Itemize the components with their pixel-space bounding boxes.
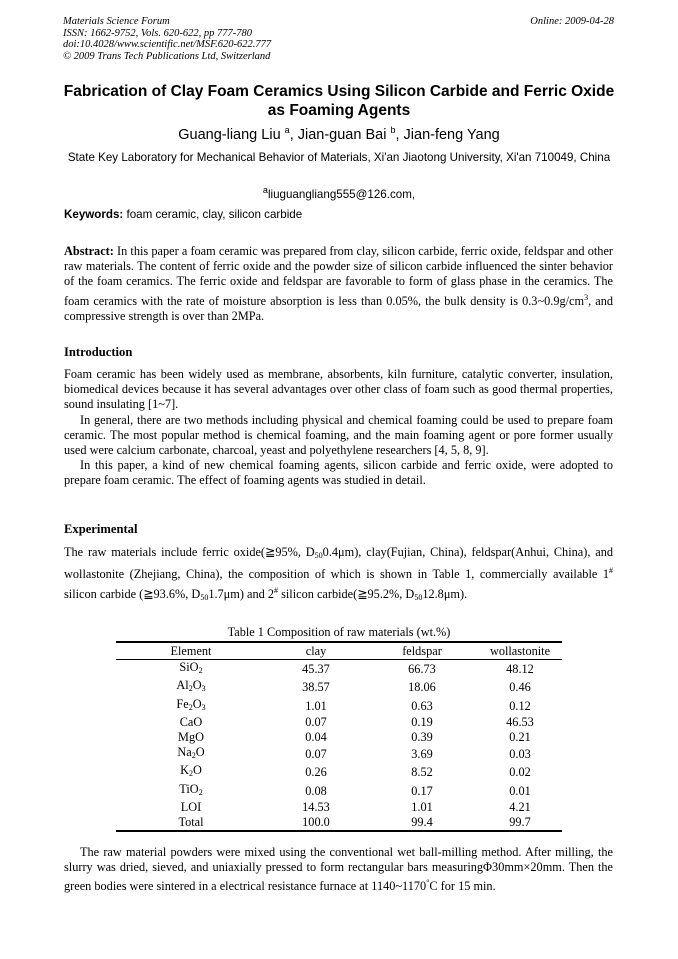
section-heading-experimental: Experimental [64,522,138,536]
paragraph: The raw material powders were mixed using the conventional wet ball-milling method. After milling, the slurry was dried, sieved, and uniaxially pressed to form rectangular bars measuringΦ30mm×20mm. Then the green bodies were sintered in a electrical resistance furnace at 1140~1170°C for 15 min. [64,845,613,894]
table-row: $Na_2O$ 0.07 3.69 0.03 [177,744,531,761]
doi-line[interactable]: doi:10.4028/www.scientific.net/MSF.620-622.777 [63,39,272,50]
author-name: Jian-feng Yang [403,126,500,143]
abstract-label: Abstract: [64,244,114,258]
table-row: Total 100.0 99.4 99.7 [116,815,562,831]
journal-name: Materials Science Forum [63,16,170,27]
email-mark: a [262,185,268,195]
keywords [64,208,616,221]
journal-header [63,16,614,62]
column-header: feldspar [366,642,478,659]
table-caption: Table 1 Composition of raw materials (wt.%) [227,625,451,639]
table-row: LOI 14.53 1.01 4.21 [180,800,531,815]
affiliation: State Key Laboratory for Mechanical Behavior of Materials, Xi'an Jiaotong University, Xi'an 710049, China [67,151,611,164]
paragraph: In general, there are two methods including physical and chemical foaming could be used to prepare foam ceramic. The most popular method is chemical foaming, and the main foaming agent or pore former usually used were calcium carbonate, charcoal, yeast and polyethylene researchers [4, 5, 8, 9]. [64,412,613,458]
table-header-row [116,642,562,659]
table-row: CaO 0.07 0.19 46.53 [179,715,534,730]
experimental-body-continued [64,845,613,895]
author-email [62,185,616,201]
table-row: SiO$_2$ 45.37 66.73 48.12 [179,659,534,676]
table-row: $Fe_2O_3$ 1.01 0.63 0.12 [176,696,531,713]
superscript: 3 [584,292,589,302]
introduction-body [64,367,613,489]
author-name: Guang-liang Liu [178,126,281,143]
abstract-text-end: , and compressive strength is over than 2MPa. [64,293,613,323]
paragraph: Foam ceramic has been widely used as membrane, absorbents, kiln furniture, catalytic converter, insulation, biomedical devices because it has several advantages over other class of foam such as good thermal properties, sound insulating [1~7]. [64,367,613,412]
email-address[interactable]: liuguangliang555@126.com, [267,187,416,201]
issn-line: ISSN: 1662-9752, Vols. 620-622, pp 777-780 [63,27,252,39]
table-row: TiO$_2$ 0.08 0.17 0.01 [179,781,531,798]
author-mark: a [284,125,290,135]
section-heading-introduction: Introduction [64,345,133,359]
author-list: Guang-liang Liu $^a$, Jian-guan Bai $^b$, Jian-feng Yang [178,125,500,143]
online-date: Online: 2009-04-28 [530,16,614,27]
abstract [64,244,613,324]
column-header: wollastonite [478,642,562,659]
copyright-line: © 2009 Trans Tech Publications Ltd, Switzerland [63,50,271,62]
abstract-text: In this paper a foam ceramic was prepared from clay, silicon carbide, ferric oxide, feldspar and other raw materials. The content of ferric oxide and the powder size of silicon carbide influenced the sinter behavior of the foam ceramics. The ferric oxide and feldspar are favorable to form of glass phase in the ceramics. The foam ceramics with the rate of moisture absorption is less than 0.05%, the bulk density is 0.3~0.9g/cm [64,244,613,308]
composition-table [116,641,562,832]
column-header: clay [266,642,366,659]
table-row: $K_2O$ 0.26 8.52 0.02 [180,763,531,780]
table-row: $Al_2O_3$ 38.57 18.06 0.46 [176,678,531,695]
author-name: Jian-guan Bai [297,126,387,143]
paper-title: Fabrication of Clay Foam Ceramics Using Silicon Carbide and Ferric Oxide as Foaming Agents [63,83,615,119]
paragraph: In this paper, a kind of new chemical foaming agents, silicon carbide and ferric oxide, were adopted to prepare foam ceramic. The effect of foaming agents was studied in detail. [64,458,613,488]
experimental-body [64,545,613,605]
column-header: Element [116,642,266,659]
keywords-label: Keywords: [64,208,124,221]
keywords-text: foam ceramic, clay, silicon carbide [126,208,303,221]
author-mark: b [390,125,396,135]
table-row: MgO 0.04 0.39 0.21 [178,729,531,744]
paragraph: The raw materials include ferric oxide(≧95%, $D_{50}0.4\mu m$), clay(Fujian, China), feldspar(Anhui, China), and wollastonite (Zhejiang, China), the composition of which is shown in Table 1, commercially available 1# silicon carbide (≧93.6%, $D_{50}1.7\mu m$) and 2# silicon carbide(≧95.2%, $D_{50}12.8\mu m$). [64,545,613,602]
